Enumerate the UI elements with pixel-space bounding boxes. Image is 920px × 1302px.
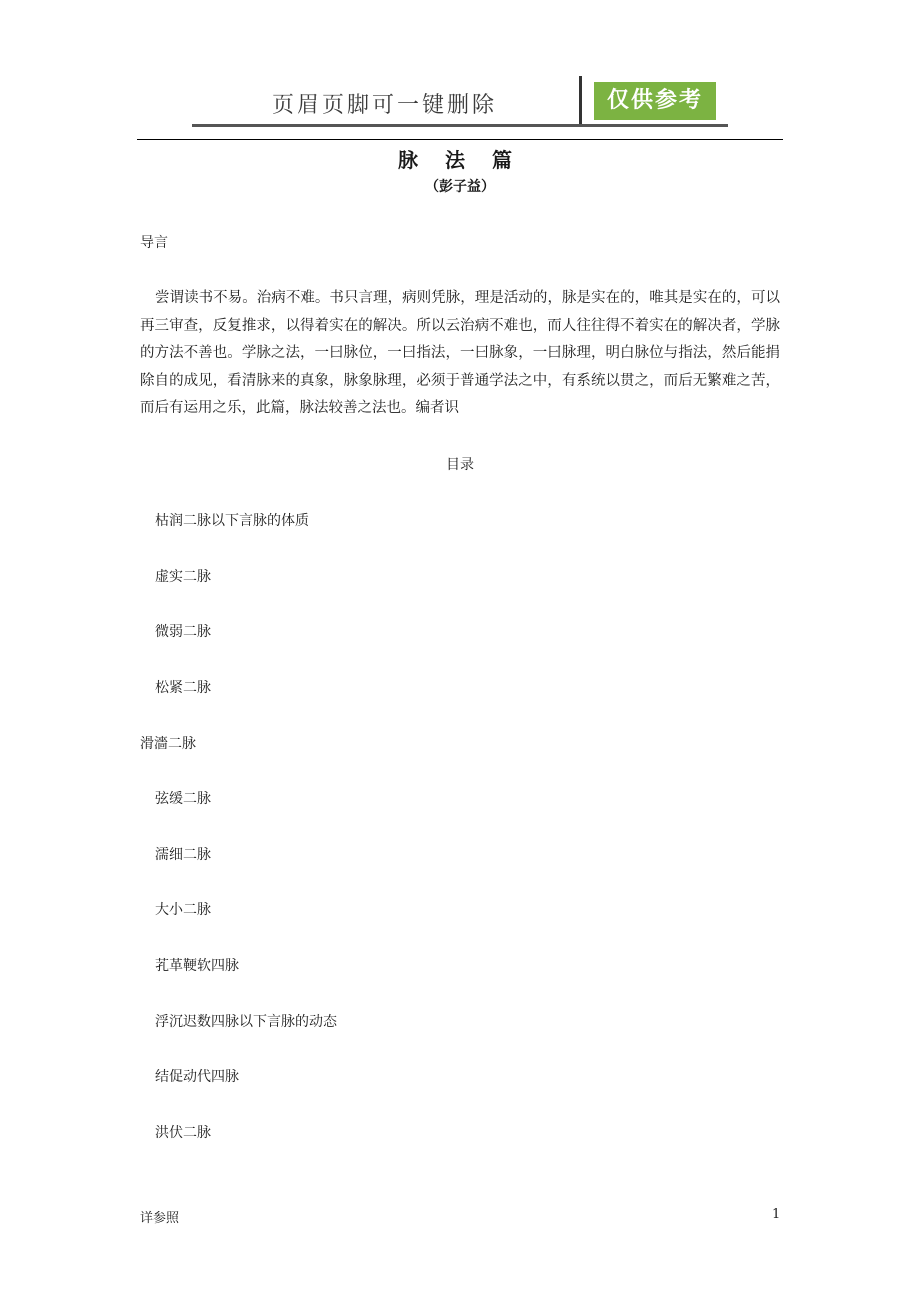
reference-only-badge: 仅供参考 bbox=[594, 82, 716, 120]
toc-item: 虚实二脉 bbox=[155, 569, 211, 585]
toc-item: 芤革鞕软四脉 bbox=[155, 958, 239, 974]
toc-item: 洪伏二脉 bbox=[155, 1125, 211, 1141]
header-banner-text: 页眉页脚可一键删除 bbox=[272, 93, 498, 118]
toc-item: 枯润二脉以下言脉的体质 bbox=[155, 513, 309, 529]
header-rule bbox=[137, 139, 783, 140]
toc-heading: 目录 bbox=[446, 457, 474, 473]
document-title: 脉 法 篇 bbox=[398, 148, 522, 172]
toc-item: 结促动代四脉 bbox=[155, 1069, 239, 1085]
page-number: 1 bbox=[772, 1207, 781, 1222]
toc-item: 松紧二脉 bbox=[155, 680, 211, 696]
header-banner-divider bbox=[579, 76, 582, 126]
intro-heading: 导言 bbox=[140, 235, 168, 251]
toc-item: 弦缓二脉 bbox=[155, 791, 211, 807]
toc-item: 滑濇二脉 bbox=[140, 736, 196, 752]
toc-item: 微弱二脉 bbox=[155, 624, 211, 640]
toc-item: 濡细二脉 bbox=[155, 847, 211, 863]
header-banner-underline bbox=[192, 124, 728, 127]
header-banner bbox=[192, 76, 732, 130]
document-author: （彭子益） bbox=[425, 179, 495, 195]
toc-item: 大小二脉 bbox=[155, 902, 211, 918]
footer-label: 详参照 bbox=[140, 1211, 180, 1226]
toc-item: 浮沉迟数四脉以下言脉的动态 bbox=[155, 1014, 337, 1030]
intro-paragraph: 尝谓读书不易。治病不难。书只言理，病则凭脉，理是活动的，脉是实在的，唯其是实在的，可以再三审查，反复推求，以得着实在的解决。所以云治病不难也，而人往往得不着实在的解决者，学脉的方法不善也。学脉之法，一曰脉位，一曰指法，一曰脉象，一曰脉理，明白脉位与指法，然后能捐除自的成见，看清脉来的真象，脉象脉理，必须于普通学法之中，有系统以贯之，而后无繁难之苦，而后有运用之乐，此篇，脉法较善之法也。编者识 bbox=[140, 290, 780, 416]
